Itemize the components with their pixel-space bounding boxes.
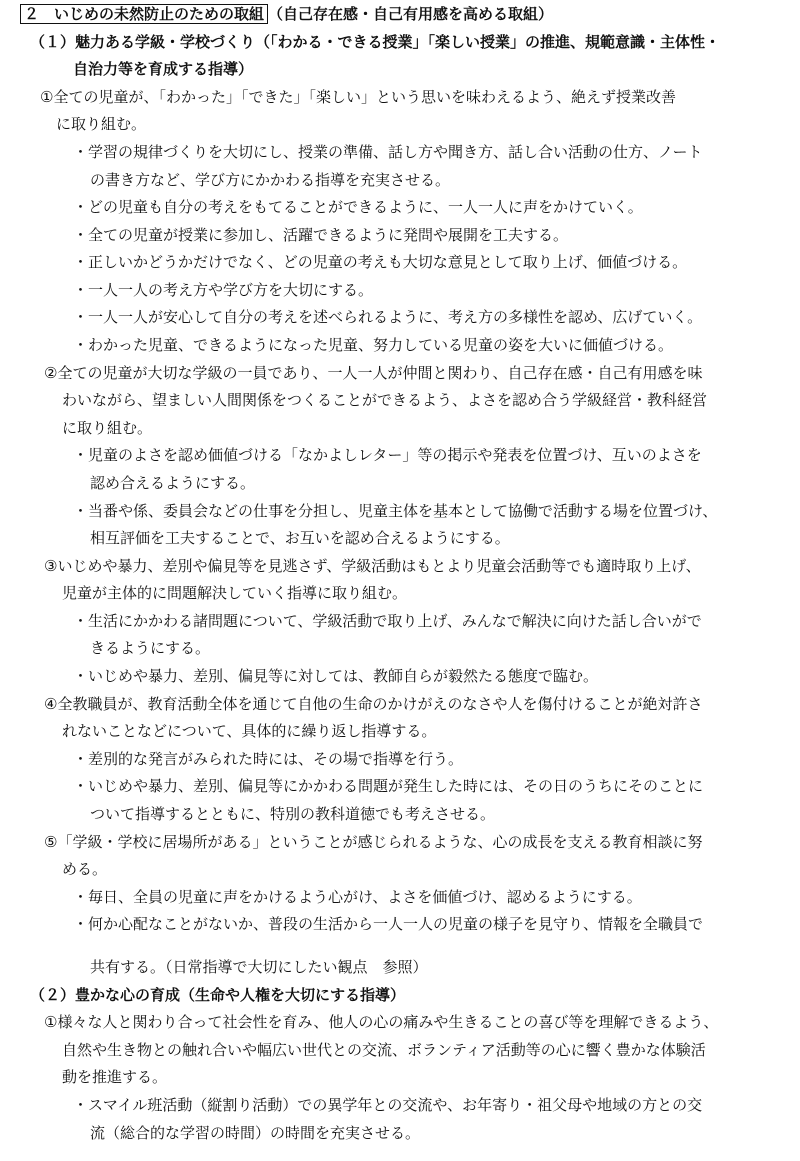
item-4: ④全教職員が、教育活動全体を通じて自他の生命のかけがえのなさや人を傷付けることが絶対許さ	[44, 695, 703, 713]
bullet-13: ・いじめや暴力、差別、偏見等にかかわる問題が発生した時には、その日のうちにそのことに	[73, 777, 704, 795]
bullet-9-cont: 相互評価を工夫することで、お互いを認め合えるようにする。	[90, 529, 510, 547]
section-heading	[20, 0, 553, 28]
bullet-7: ・わかった児童、できるようになった児童、努力している児童の姿を大いに価値づける。	[73, 336, 674, 354]
item-6-cont: 動を推進する。	[62, 1068, 168, 1086]
item-2-cont: わいながら、望ましい人間関係をつくることができるよう、よさを認め合う学級経営・教科経営	[62, 391, 708, 409]
bullet-1-cont: の書き方など、学び方にかかわる指導を充実させる。	[90, 171, 451, 189]
item-3-cont: 児童が主体的に問題解決していく指導に取り組む。	[62, 584, 408, 602]
bullet-6: ・一人一人が安心して自分の考えを述べられるように、考え方の多様性を認め、広げていく。	[73, 308, 703, 326]
item-3: ③いじめや暴力、差別や偏見等を見逃さず、学級活動はもとより児童会活動等でも適時取り上げ、	[44, 557, 701, 575]
bullet-16: ・スマイル班活動（縦割り活動）での異学年との交流や、お年寄り・祖父母や地域の方との交	[73, 1096, 703, 1114]
bullet-11: ・いじめや暴力、差別、偏見等に対しては、教師自らが毅然たる態度で臨む。	[73, 667, 599, 685]
item-6: ①様々な人と関わり合って社会性を育み、他人の心の痛みや生きることの喜び等を理解できるよう、	[44, 1013, 719, 1031]
bullet-1: ・学習の規律づくりを大切にし、授業の準備、話し方や聞き方、話し合い活動の仕方、ノート	[73, 143, 703, 161]
bullet-5: ・一人一人の考え方や学び方を大切にする。	[73, 281, 374, 299]
bullet-3: ・全ての児童が授業に参加し、活躍できるように発問や展開を工夫する。	[73, 226, 569, 244]
item-1: ①全ての児童が、「わかった」「できた」「楽しい」という思いを味わえるよう、絶えず授業改善	[40, 88, 676, 106]
bullet-4: ・正しいかどうかだけでなく、どの児童の考えも大切な意見として取り上げ、価値づける。	[73, 253, 688, 271]
subsection-1-title: （１）魅力ある学級・学校づくり（「わかる・できる授業」「楽しい授業」の推進、規範意識・主体性・	[30, 33, 721, 51]
subsection-1-title-cont: 自治力等を育成する指導）	[73, 60, 254, 78]
bullet-16-cont: 流（総合的な学習の時間）の時間を充実させる。	[90, 1124, 421, 1142]
bullet-12: ・差別的な発言がみられた時には、その場で指導を行う。	[73, 750, 464, 768]
item-5: ⑤「学級・学校に居場所がある」ということが感じられるような、心の成長を支える教育相談に努	[44, 833, 703, 851]
item-5-cont: める。	[62, 860, 108, 878]
bullet-9: ・当番や係、委員会などの仕事を分担し、児童主体を基本として協働で活動する場を位置づけ、	[73, 502, 718, 520]
heading-boxed-title: ２ いじめの未然防止のための取組	[20, 4, 268, 24]
bullet-8: ・児童のよさを認め価値づける「なかよしレター」等の掲示や発表を位置づけ、互いのよさを	[73, 446, 702, 464]
item-6-cont: 自然や生き物との触れ合いや幅広い世代との交流、ボランティア活動等の心に響く豊かな体験活	[62, 1041, 706, 1059]
bullet-15: ・何か心配なことがないか、普段の生活から一人一人の児童の様子を見守り、情報を全職員で	[73, 915, 704, 933]
bullet-15-cont: 共有する。（日常指導で大切にしたい観点 参照）	[90, 958, 428, 976]
bullet-10: ・生活にかかわる諸問題について、学級活動で取り上げ、みんなで解決に向けた話し合いがで	[73, 612, 702, 630]
item-1-cont: に取り組む。	[56, 115, 147, 133]
bullet-13-cont: ついて指導するとともに、特別の教科道徳でも考えさせる。	[90, 805, 496, 823]
item-2-cont: に取り組む。	[62, 419, 153, 437]
bullet-14: ・毎日、全員の児童に声をかけるよう心がけ、よさを価値づけ、認めるようにする。	[73, 888, 642, 906]
item-2: ②全ての児童が大切な学級の一員であり、一人一人が仲間と関わり、自己存在感・自己有用感を味	[44, 364, 703, 382]
bullet-2: ・どの児童も自分の考えをもてることができるように、一人一人に声をかけていく。	[73, 198, 643, 216]
heading-subtitle: （自己存在感・自己有用感を高める取組）	[268, 5, 554, 23]
subsection-2-title: （２）豊かな心の育成（生命や人権を大切にする指導）	[30, 986, 406, 1004]
bullet-10-cont: きるようにする。	[90, 639, 211, 657]
bullet-8-cont: 認め合えるようにする。	[90, 474, 256, 492]
item-4-cont: れないことなどについて、具体的に繰り返し指導する。	[62, 722, 437, 740]
